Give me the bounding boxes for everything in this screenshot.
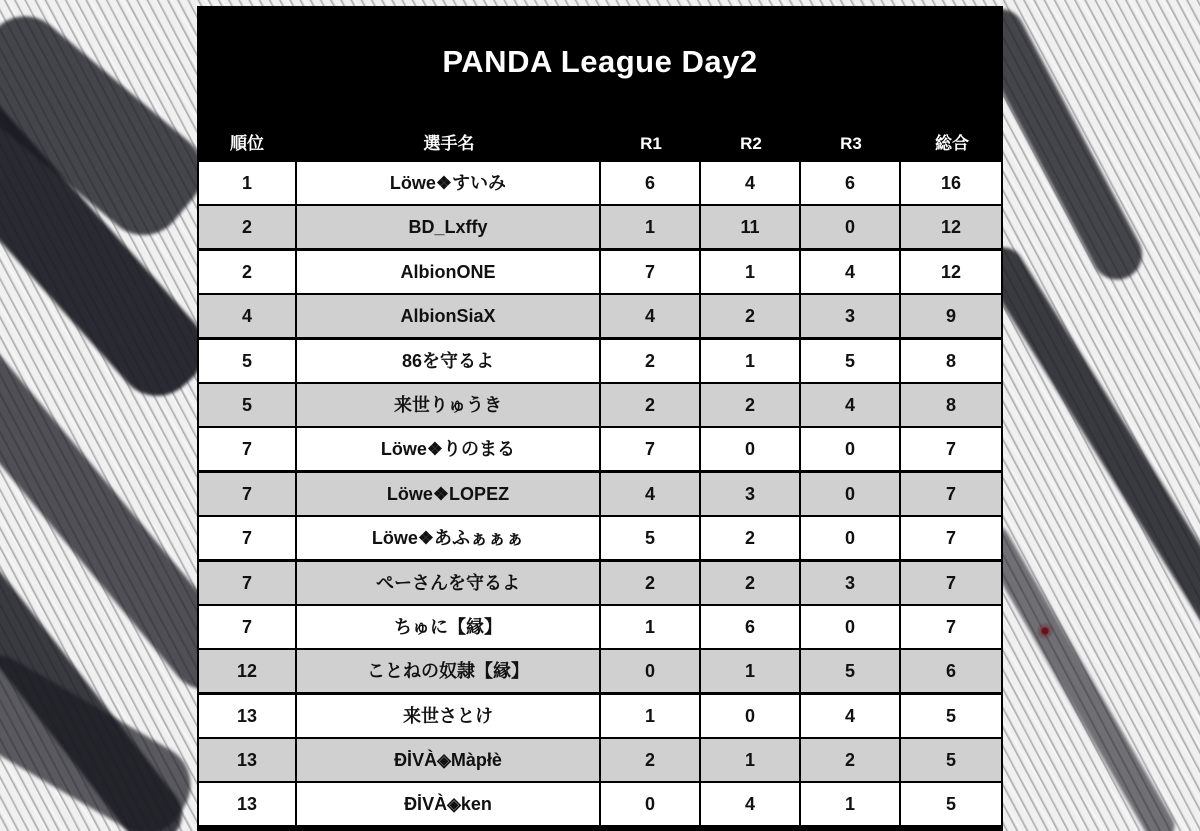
cell-r1: 5 [601,517,701,559]
cell-r3: 4 [801,695,901,737]
cell-rank: 7 [199,606,297,648]
cell-name: Löwe❖あふぁぁぁ [297,517,601,559]
cell-r3: 3 [801,295,901,337]
page-title: PANDA League Day2 [442,44,758,79]
cell-r1: 2 [601,384,701,426]
cell-rank: 4 [199,295,297,337]
cell-total: 12 [901,206,1001,248]
cell-r3: 0 [801,428,901,470]
cell-r3: 5 [801,340,901,382]
cell-total: 7 [901,428,1001,470]
cell-r2: 3 [701,473,801,515]
cell-r3: 3 [801,562,901,604]
cell-r1: 1 [601,206,701,248]
cell-total: 5 [901,695,1001,737]
header-rank: 順位 [230,134,264,153]
header-name: 選手名 [423,134,475,153]
cell-rank: 13 [199,783,297,825]
cell-rank: 12 [199,650,297,692]
table-row [199,206,1001,248]
table-header [197,126,1003,162]
cell-r3: 2 [801,739,901,781]
cell-r1: 7 [601,428,701,470]
table-row [199,428,1001,470]
cell-r3: 1 [801,783,901,825]
header-total: 総合 [935,134,969,153]
cell-rank: 2 [199,206,297,248]
cell-r3: 0 [801,606,901,648]
cell-r1: 1 [601,606,701,648]
cell-r2: 0 [701,428,801,470]
cell-rank: 5 [199,340,297,382]
cell-r2: 6 [701,606,801,648]
cell-total: 6 [901,650,1001,692]
cell-r1: 2 [601,739,701,781]
cell-name: ĐİVÀ◈ken [297,783,601,825]
table-row [199,739,1001,781]
table-row [199,517,1001,559]
cell-r3: 0 [801,473,901,515]
table-row [199,695,1001,737]
cell-r2: 4 [701,783,801,825]
cell-r3: 0 [801,206,901,248]
table-row [199,162,1001,204]
cell-name: Löwe❖すいみ [297,162,601,204]
cell-r3: 0 [801,517,901,559]
cell-rank: 5 [199,384,297,426]
standings-board [197,6,1003,831]
cell-name: ぺーさんを守るよ [297,562,601,604]
brush-stroke [976,240,1200,702]
cell-total: 7 [901,562,1001,604]
cell-r2: 2 [701,384,801,426]
cell-name: ことねの奴隷【縁】 [297,650,601,692]
cell-r1: 6 [601,162,701,204]
cell-rank: 13 [199,739,297,781]
cell-name: 来世さとけ [297,695,601,737]
cell-r2: 2 [701,295,801,337]
cell-r3: 6 [801,162,901,204]
cell-r2: 2 [701,517,801,559]
cell-name: 86を守るよ [297,340,601,382]
cell-total: 16 [901,162,1001,204]
cell-r1: 2 [601,340,701,382]
cell-total: 8 [901,384,1001,426]
standings-table [199,162,1001,828]
cell-rank: 1 [199,162,297,204]
cell-name: BD_Lxffy [297,206,601,248]
cell-name: Löwe❖LOPEZ [297,473,601,515]
table-row [199,251,1001,293]
cell-r2: 0 [701,695,801,737]
header-r2: R2 [740,134,762,153]
cell-r2: 2 [701,562,801,604]
cell-r2: 4 [701,162,801,204]
cell-total: 5 [901,739,1001,781]
cell-total: 8 [901,340,1001,382]
cell-r2: 1 [701,340,801,382]
cell-rank: 7 [199,517,297,559]
header-r3: R3 [840,134,862,153]
cell-r3: 4 [801,251,901,293]
cell-name: ĐİVÀ◈Màpłè [297,739,601,781]
cell-name: ちゅに【縁】 [297,606,601,648]
brush-stroke [974,520,1180,831]
cell-total: 9 [901,295,1001,337]
table-row [199,562,1001,604]
cell-r2: 11 [701,206,801,248]
cell-name: AlbionONE [297,251,601,293]
table-row [199,606,1001,648]
header-r1: R1 [640,134,662,153]
cell-r1: 7 [601,251,701,293]
table-row [199,783,1001,825]
cell-name: Löwe❖りのまる [297,428,601,470]
cell-rank: 7 [199,562,297,604]
cell-rank: 7 [199,473,297,515]
cell-rank: 13 [199,695,297,737]
cell-total: 7 [901,606,1001,648]
cell-r3: 5 [801,650,901,692]
cell-name: AlbionSiaX [297,295,601,337]
cell-r1: 4 [601,473,701,515]
cell-r1: 4 [601,295,701,337]
cell-total: 5 [901,783,1001,825]
cell-r1: 2 [601,562,701,604]
cell-rank: 2 [199,251,297,293]
table-row [199,650,1001,692]
table-row [199,473,1001,515]
cell-rank: 7 [199,428,297,470]
sparkle-icon [1036,622,1054,640]
cell-r1: 1 [601,695,701,737]
table-row [199,384,1001,426]
cell-name: 来世りゅうき [297,384,601,426]
cell-total: 12 [901,251,1001,293]
cell-r1: 0 [601,783,701,825]
cell-r2: 1 [701,739,801,781]
cell-r2: 1 [701,650,801,692]
cell-r2: 1 [701,251,801,293]
table-row [199,340,1001,382]
cell-total: 7 [901,473,1001,515]
cell-r3: 4 [801,384,901,426]
table-row [199,295,1001,337]
cell-total: 7 [901,517,1001,559]
cell-r1: 0 [601,650,701,692]
